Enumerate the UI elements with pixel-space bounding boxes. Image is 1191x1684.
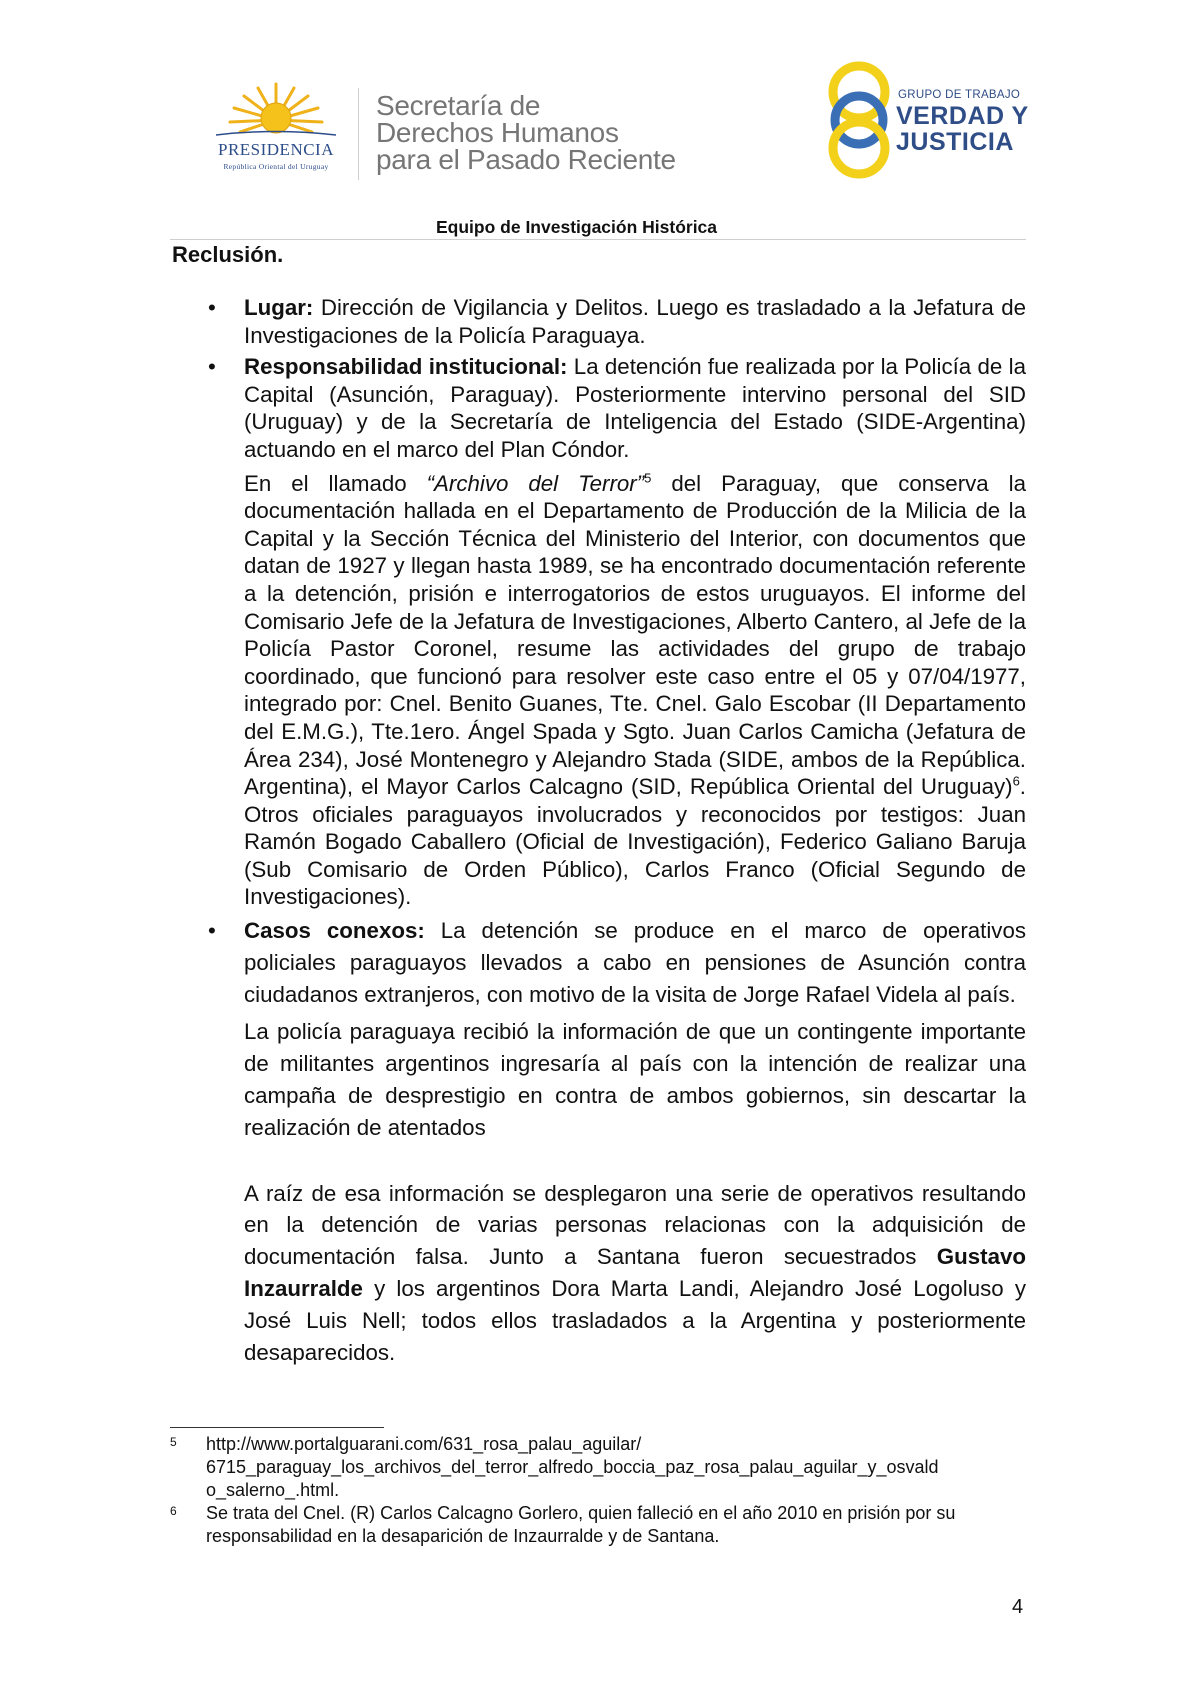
team-title: Equipo de Investigación Histórica (436, 217, 718, 237)
footnote-number: 5 (170, 1435, 177, 1449)
footnote-ref-5[interactable]: 5 (644, 470, 652, 486)
raiz-pre: A raíz de esa información se desplegaron una serie de operativos resultando en la detención de varias personas relacionas con la adquisición de documentación falsa. Junto a Santana fueron secuestrados (244, 1180, 1026, 1270)
archivo-paragraph (244, 470, 1026, 912)
header-logo-divider (358, 88, 359, 180)
raiz-paragraph (244, 1178, 1026, 1369)
footnote-link-line[interactable]: http://www.portalguarani.com/631_rosa_palau_aguilar/ (206, 1434, 642, 1454)
presidencia-logo (196, 80, 356, 180)
archivo-mid: del Paraguay, que conserva la documentación hallada en el Departamento de Producción de la Milicia de la Capital y la Sección Técnica del Ministerio del Interior, con documentos que datan de 1927 y llegan hasta 1989, se ha encontrado documentación referente a la detención, prisión e interrogatorios de estos uruguayos. El informe del Comisario Jefe de la Jefatura de Investigaciones, Alberto Cantero, al Jefe de la Policía Pastor Coronel, resume las actividades del grupo de trabajo coordinado, que funcionó para resolver este caso entre el 05 y 07/04/1977, integrado por: Cnel. Benito Guanes, Tte. Cnel. Galo Escobar (II Departamento del E.M.G.), Tte.1ero. Ángel Spada y Sgto. Juan Carlos Camicha (Jefatura de Área 234), José Montenegro y Alejandro Stada (SIDE, ambos de la República. Argentina), el Mayor Carlos Calcagno (SID, República Oriental del Uruguay) (244, 470, 1026, 800)
section-heading: Reclusión. (172, 242, 284, 267)
secretaria-line2: Derechos Humanos (376, 117, 619, 148)
bullet-item-casos (208, 915, 1026, 1010)
verdad-label: VERDAD Y (896, 102, 1029, 130)
raiz-post: y los argentinos Dora Marta Landi, Alejandro José Logoluso y José Luis Nell; todos ellos trasladados a la Argentina y posteriormente desaparecidos. (244, 1276, 1026, 1365)
document-body (208, 294, 1026, 1368)
presidencia-subtitle: República Oriental del Uruguay (223, 162, 329, 171)
footnote-link-line[interactable]: o_salerno_.html. (206, 1480, 340, 1500)
responsabilidad-text: La detención fue realizada por la Policía de la Capital (Asunción, Paraguay). Posteriormente intervino personal del SID (Uruguay) y de la Secretaría de Inteligencia del Estado (SIDE-Argentina) actuando en el marco del Plan Cóndor. (244, 354, 1026, 462)
footnote-6 (170, 1502, 1026, 1548)
casos-label: Casos conexos: (244, 918, 425, 944)
footnotes (170, 1433, 1026, 1548)
bullet-item-lugar (208, 294, 1026, 349)
secretaria-title (376, 92, 716, 173)
header-rule (170, 239, 1026, 240)
raiz-bold-name: Gustavo Inzaurralde (244, 1244, 1026, 1302)
footnote-link-line[interactable]: 6715_paraguay_los_archivos_del_terror_alfredo_boccia_paz_rosa_palau_aguilar_y_osvald (206, 1457, 939, 1477)
archivo-pre: En el llamado (244, 470, 427, 496)
secretaria-line3: para el Pasado Reciente (376, 144, 676, 175)
footnote-ref-6[interactable]: 6 (1012, 773, 1020, 789)
bullet-icon: • (208, 354, 216, 380)
grupo-trabajo-label: GRUPO DE TRABAJO (898, 89, 1021, 101)
footnote-rule (170, 1427, 384, 1428)
presidencia-name: PRESIDENCIA (217, 140, 334, 159)
bullet-icon: • (208, 295, 216, 320)
lugar-text: Dirección de Vigilancia y Delitos. Luego es trasladado a la Jefatura de Investigaciones de la Policía Paraguaya. (244, 295, 1026, 348)
footnote-number: 6 (170, 1504, 177, 1518)
chain-rings-icon (824, 60, 894, 180)
bullet-item-responsabilidad (208, 353, 1026, 463)
bullet-icon: • (208, 918, 216, 944)
footnote-text: Se trata del Cnel. (R) Carlos Calcagno Gorlero, quien falleció en el año 2010 en prisión por su responsabilidad en la desaparición de Inzaurralde y de Santana. (206, 1503, 956, 1546)
secretaria-line1: Secretaría de (376, 90, 541, 121)
archivo-italic: “Archivo del Terror” (426, 470, 645, 496)
responsabilidad-label: Responsabilidad institucional: (244, 354, 568, 380)
justicia-label: JUSTICIA (896, 128, 1014, 156)
archivo-post: . Otros oficiales paraguayos involucrados y reconocidos por testigos: Juan Ramón Bogado Caballero (Oficial de Investigación), Federico Galiano Baruja (Sub Comisario de Orden Público), Carlos Franco (Oficial Segundo de Investigaciones). (244, 774, 1026, 910)
verdad-justicia-logo (824, 60, 1029, 180)
footnote-5 (170, 1433, 1026, 1502)
page-number: 4 (1012, 1596, 1024, 1618)
lugar-label: Lugar: (244, 295, 314, 320)
casos-text: La detención se produce en el marco de operativos policiales paraguayos llevados a cabo en pensiones de Asunción contra ciudadanos extranjeros, con motivo de la visita de Jorge Rafael Videla al país. (244, 918, 1026, 1007)
policia-paragraph: La policía paraguaya recibió la información de que un contingente importante de militantes argentinos ingresaría al país con la intención de realizar una campaña de desprestigio en contra de ambos gobiernos, sin descartar la realización de atentados (244, 1019, 1026, 1140)
